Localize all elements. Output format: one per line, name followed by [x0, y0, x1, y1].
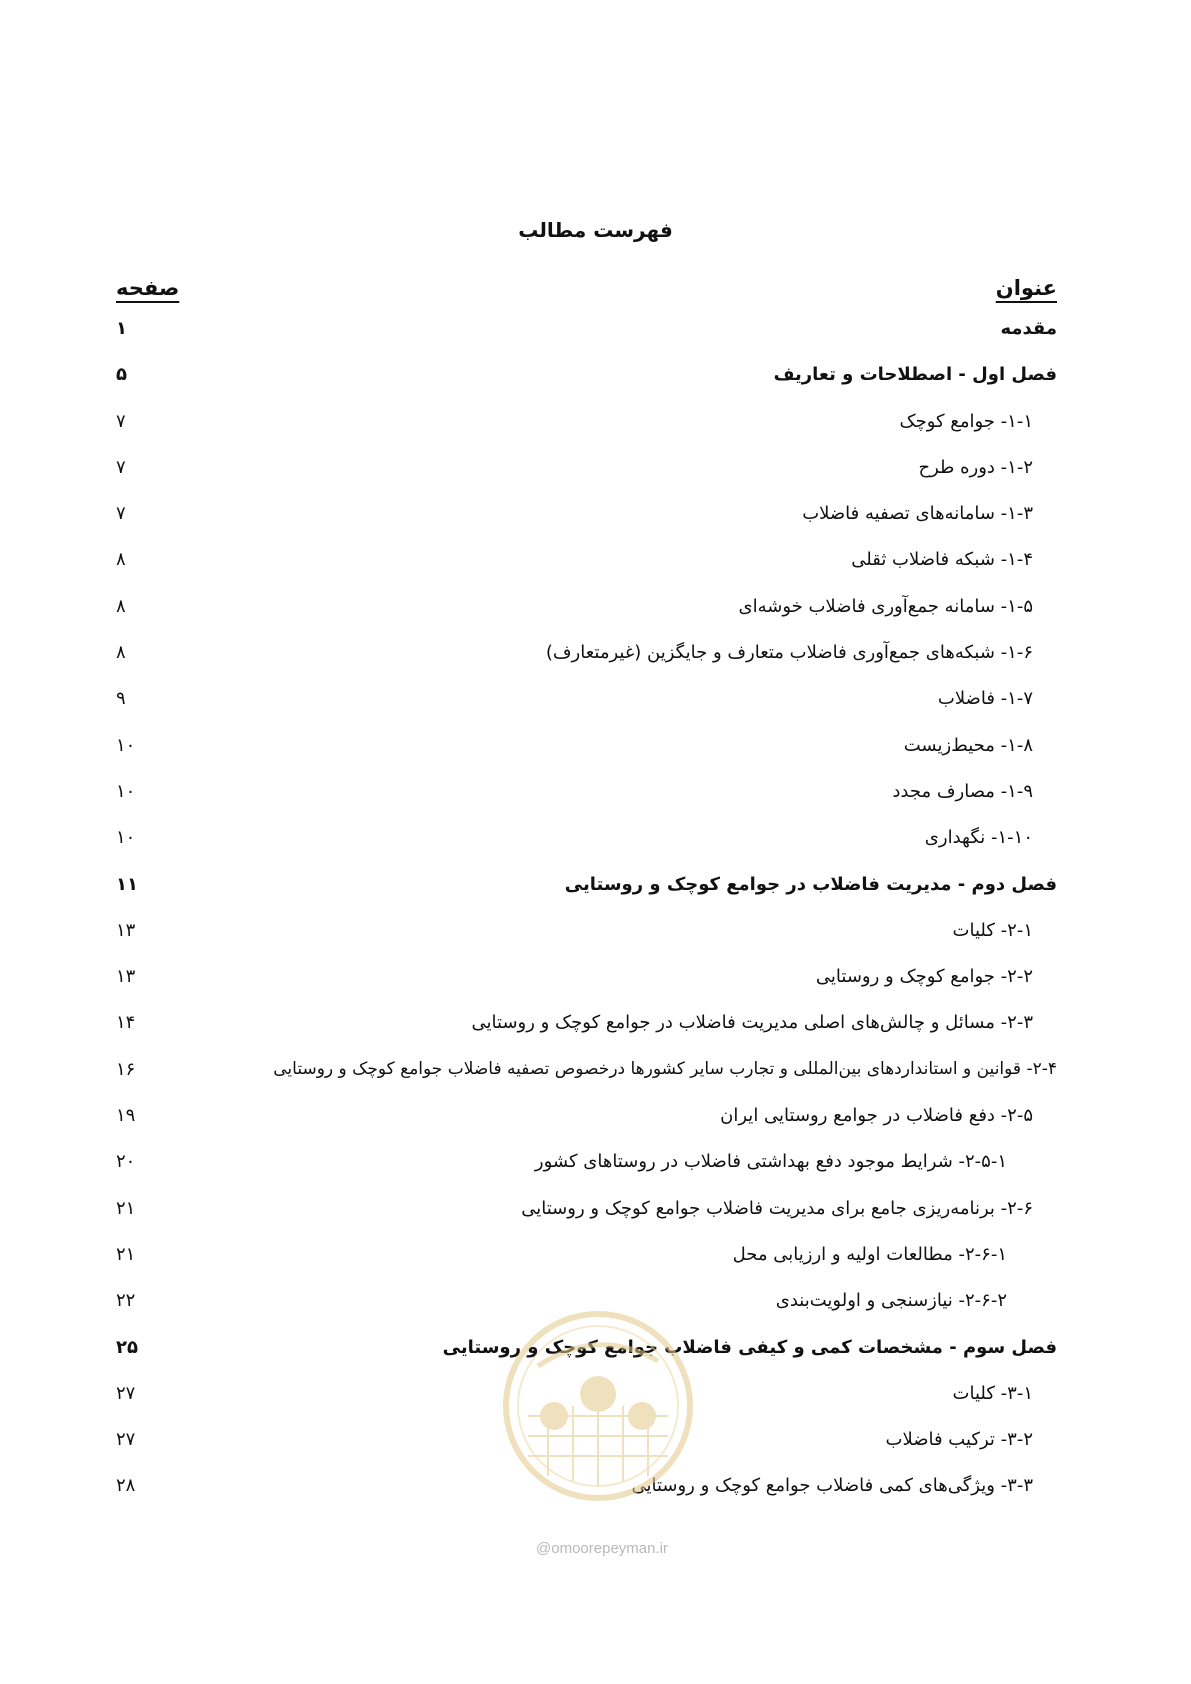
toc-entry-title: مقدمه — [1000, 318, 1057, 339]
toc-entry-page-number: ۲۸ — [116, 1475, 136, 1497]
toc-entry-page-number: ۱۶ — [116, 1058, 136, 1080]
toc-entry-title: ۲-۵- دفع فاضلاب در جوامع روستایی ایران — [720, 1105, 1033, 1127]
toc-entry-page-number: ۱۰ — [116, 827, 136, 849]
toc-entry-page-number: ۷ — [116, 410, 126, 432]
toc-entry-title: ۱-۲- دوره طرح — [918, 456, 1033, 478]
toc-entry-title: فصل سوم - مشخصات کمی و کیفی فاضلاب جوامع کوچک و روستایی — [442, 1336, 1057, 1358]
watermark-logo — [498, 1306, 698, 1506]
toc-entry-page-number: ۸ — [116, 595, 126, 617]
toc-entry-title: ۲-۱- کلیات — [952, 919, 1033, 941]
toc-entry-page-number: ۱۴ — [116, 1012, 136, 1034]
toc-entry-title: ۲-۳- مسائل و چالش‌های اصلی مدیریت فاضلاب در جوامع کوچک و روستایی — [471, 1012, 1033, 1034]
toc-entry-title: ۲-۶-۲- نیازسنجی و اولویت‌بندی — [775, 1290, 1007, 1312]
toc-entry — [0, 1192, 1191, 1238]
toc-entry — [0, 1145, 1191, 1191]
toc-entry-page-number: ۹ — [116, 688, 126, 710]
column-header-page: صفحه — [116, 276, 180, 300]
toc-entry — [0, 1238, 1191, 1284]
toc-entry-page-number: ۷ — [116, 456, 126, 478]
toc-entry-page-number: ۷ — [116, 503, 126, 525]
toc-entry-title: ۲-۵-۱- شرایط موجود دفع بهداشتی فاضلاب در روستاهای کشور — [534, 1151, 1007, 1173]
column-header-title: عنوان — [995, 276, 1057, 300]
toc-entry-page-number: ۱۳ — [116, 966, 136, 988]
toc-entry — [0, 497, 1191, 543]
toc-entry — [0, 636, 1191, 682]
toc-title: فهرست مطالب — [518, 218, 673, 242]
toc-entry — [0, 451, 1191, 497]
toc-entry — [0, 543, 1191, 589]
toc-entry — [0, 960, 1191, 1006]
toc-entry-page-number: ۵ — [116, 364, 127, 386]
toc-entry-page-number: ۱۰ — [116, 734, 136, 756]
toc-entry — [0, 729, 1191, 775]
toc-entry — [0, 1099, 1191, 1145]
toc-entry-title: ۲-۶- برنامه‌ریزی جامع برای مدیریت فاضلاب جوامع کوچک و روستایی — [521, 1197, 1033, 1219]
toc-entry-title: ۲-۲- جوامع کوچک و روستایی — [815, 966, 1033, 988]
toc-entry — [0, 775, 1191, 821]
toc-entry-page-number: ۱۹ — [116, 1105, 136, 1127]
toc-entry-page-number: ۲۷ — [116, 1429, 136, 1451]
toc-entry-title: ۱-۶- شبکه‌های جمع‌آوری فاضلاب متعارف و جایگزین (غیرمتعارف) — [545, 642, 1033, 664]
toc-entry-page-number: ۱۰ — [116, 780, 136, 802]
toc-entry-title: ۲-۴- قوانین و استانداردهای بین‌المللی و تجارب سایر کشورها درخصوص تصفیه فاضلاب جوامع کوچک و روستایی — [273, 1058, 1057, 1079]
toc-entry-title: ۱-۱- جوامع کوچک — [899, 410, 1033, 432]
toc-entry-title: ۱-۷- فاضلاب — [937, 688, 1033, 710]
toc-entry-title: ۳-۲- ترکیب فاضلاب — [885, 1429, 1033, 1451]
toc-entry-title: ۱-۹- مصارف مجدد — [892, 780, 1033, 802]
toc-entry-page-number: ۲۰ — [116, 1151, 136, 1173]
toc-entry-title: فصل اول - اصطلاحات و تعاریف — [773, 364, 1057, 386]
toc-entry-title: ۱-۳- سامانه‌های تصفیه فاضلاب — [802, 503, 1033, 525]
toc-entry-page-number: ۱۱ — [116, 873, 138, 895]
toc-entry-page-number: ۱ — [116, 318, 127, 339]
toc-entry-page-number: ۲۲ — [116, 1290, 136, 1312]
toc-entry-title: ۱-۸- محیط‌زیست — [903, 734, 1033, 756]
toc-entry-title: ۱-۴- شبکه فاضلاب ثقلی — [851, 549, 1033, 571]
toc-entry-page-number: ۲۱ — [116, 1243, 136, 1265]
toc-entry — [0, 312, 1191, 358]
toc-entry-title: ۳-۱- کلیات — [952, 1382, 1033, 1404]
toc-entry-page-number: ۲۱ — [116, 1197, 136, 1219]
toc-entry-page-number: ۲۷ — [116, 1382, 136, 1404]
toc-entry — [0, 1006, 1191, 1052]
toc-entry-title: فصل دوم - مدیریت فاضلاب در جوامع کوچک و روستایی — [564, 873, 1057, 895]
toc-entry — [0, 914, 1191, 960]
toc-entry-title: ۱-۵- سامانه جمع‌آوری فاضلاب خوشه‌ای — [738, 595, 1033, 617]
toc-entry-title: ۳-۳- ویژگی‌های کمی فاضلاب جوامع کوچک و روستایی — [631, 1475, 1033, 1497]
toc-entry-page-number: ۸ — [116, 642, 126, 664]
toc-entry — [0, 682, 1191, 728]
watermark-url: @omoorepeyman.ir — [536, 1540, 668, 1557]
toc-entry-title: ۱-۱۰- نگهداری — [924, 827, 1033, 849]
toc-entry — [0, 1053, 1191, 1099]
toc-entry — [0, 821, 1191, 867]
toc-entry — [0, 405, 1191, 451]
toc-entry — [0, 868, 1191, 914]
toc-entry-title: ۲-۶-۱- مطالعات اولیه و ارزیابی محل — [732, 1243, 1007, 1265]
toc-entry — [0, 590, 1191, 636]
toc-entry — [0, 358, 1191, 404]
toc-entry-page-number: ۲۵ — [116, 1336, 138, 1358]
toc-entry-page-number: ۱۳ — [116, 919, 136, 941]
toc-entry-page-number: ۸ — [116, 549, 126, 571]
